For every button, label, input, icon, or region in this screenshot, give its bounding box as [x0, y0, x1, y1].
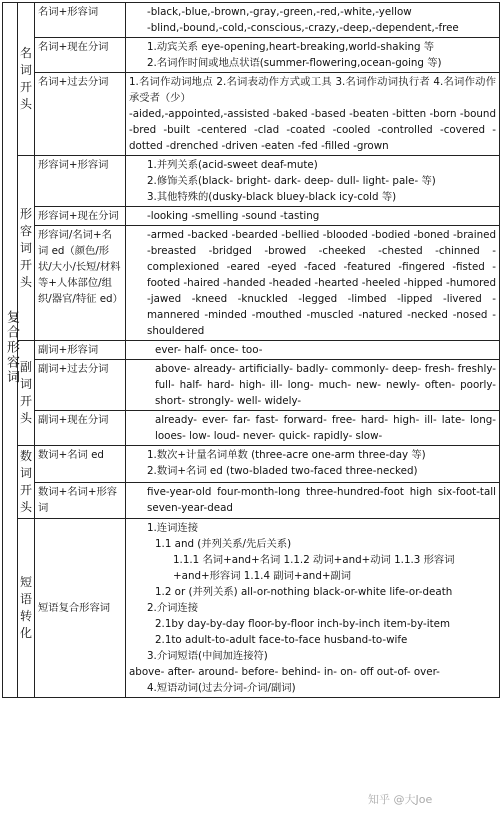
content-line: above- already- artificially- badly- commonly- deep- fresh- freshly- full- half- hard- high- ill- long- much- new- newly- often- poorly- short- strongly- well- widely- [155, 363, 496, 407]
content-line: 2.介词连接 [147, 602, 199, 614]
table-row [3, 519, 500, 698]
row-content [126, 156, 500, 207]
table-row [3, 411, 500, 446]
content-line: 3.介词短语(中间加连接符) [147, 650, 268, 662]
content-line: -armed -backed -bearded -bellied -blooded -bodied -boned -brained -breasted -bridged -browed -cheeked -chested -chinned -complexioned -eared -eyed -faced -featured -fingered -fisted -footed -haired -handed -headed -hearted -heeled -hipped -humored -jawed -kneed -knuckled -legged -limbed -lipped -livered -mannered -minded -mouthed -muscled -natured -necked -nosed -shouldered [147, 229, 496, 337]
row-label: 副词+过去分词 [35, 360, 126, 411]
table-row [3, 226, 500, 341]
group-label-phrase: 短语转化 [19, 575, 32, 640]
table-row [3, 341, 500, 360]
side-title: 复合形容词 [4, 310, 19, 385]
content-line: 1.连词连接 [147, 522, 199, 534]
group-cell [18, 446, 35, 519]
content-line: 1.名词作动词地点 2.名词表动作方式或工具 3.名词作动词执行者 4.名词作动作承受者（少） [129, 76, 496, 104]
group-cell [18, 3, 35, 156]
table-row [3, 207, 500, 226]
group-cell [18, 341, 35, 446]
row-content [126, 360, 500, 411]
row-content [126, 519, 500, 698]
content-line: 2.修饰关系(black- bright- dark- deep- dull- light- pale- 等) [147, 175, 436, 187]
content-line: 2.1by day-by-day floor-by-floor inch-by-inch item-by-item [155, 618, 450, 630]
content-line: five-year-old four-month-long three-hundred-foot high six-foot-tall seven-year-dead [147, 485, 496, 514]
row-content [126, 3, 500, 38]
row-label: 形容词/名词+名词 ed（颜色/形状/大小/长短/材料等+人体部位/组织/器官/特征 ed） [35, 226, 126, 341]
table-row [3, 156, 500, 207]
row-label: 名词+现在分词 [35, 38, 126, 73]
row-label: 副词+形容词 [35, 341, 126, 360]
content-line: 2.1to adult-to-adult face-to-face husband-to-wife [155, 634, 408, 646]
side-title-cell [3, 3, 18, 698]
group-label-adj: 形容词开头 [19, 206, 32, 289]
row-label: 数词+名词 ed [35, 446, 126, 483]
content-line: 1.2 or (并列关系) all-or-nothing black-or-white life-or-death [155, 586, 453, 598]
table-row [3, 38, 500, 73]
table-row [3, 446, 500, 483]
group-cell [18, 519, 35, 698]
row-content [126, 446, 500, 483]
row-label: 短语复合形容词 [35, 519, 126, 698]
table-row [3, 3, 500, 38]
content-line: -looking -smelling -sound -tasting [147, 210, 320, 222]
content-line: 3.其他特殊的(dusky-black bluey-black icy-cold 等) [147, 191, 397, 203]
row-content [126, 411, 500, 446]
row-content [126, 341, 500, 360]
content-line: ever- half- once- too- [155, 344, 263, 356]
content-line: 1.并列关系(acid-sweet deaf-mute) [147, 159, 318, 171]
content-line: above- after- around- before- behind- in- on- off out-of- over- [129, 666, 440, 678]
table-row [3, 73, 500, 156]
content-line: -aided,-appointed,-assisted -baked -based -beaten -bitten -born -bound -bred -built -centered -clad -coated -cooled -controlled -covered -dotted -drenched -driven -eaten -fed -filled -grown [129, 108, 496, 152]
row-label: 名词+形容词 [35, 3, 126, 38]
group-label-num: 数词开头 [19, 449, 32, 514]
content-line: 4.短语动词(过去分词-介词/副词) [147, 682, 296, 694]
content-line: 1.1 and (并列关系/先后关系) [155, 538, 292, 550]
content-line: 2.名词作时间或地点状语(summer-flowering,ocean-going 等) [147, 57, 442, 69]
watermark: 知乎 @大Joe [368, 793, 433, 806]
content-line: 1.1.1 名词+and+名词 1.1.2 动词+and+动词 1.1.3 形容词+and+形容词 1.1.4 副词+and+副词 [173, 554, 455, 582]
row-content [126, 207, 500, 226]
content-line: already- ever- far- fast- forward- free- hard- high- ill- late- long- looes- low- loud- never- quick- rapidly- slow- [155, 414, 496, 442]
compound-adjective-table [2, 2, 500, 698]
table-row [3, 360, 500, 411]
content-line: -black,-blue,-brown,-gray,-green,-red,-white,-yellow [147, 6, 412, 18]
group-cell [18, 156, 35, 341]
content-line: 1.数次+计量名词单数 (three-acre one-arm three-day 等) [147, 449, 426, 461]
table-row [3, 482, 500, 519]
row-content [126, 226, 500, 341]
content-line: 2.数词+名词 ed (two-bladed two-faced three-necked) [147, 465, 418, 477]
group-label-adv: 副词开头 [19, 360, 32, 425]
row-content [126, 73, 500, 156]
content-line: -blind,-bound,-cold,-conscious,-crazy,-deep,-dependent,-free [147, 22, 459, 34]
row-label: 名词+过去分词 [35, 73, 126, 156]
row-label: 形容词+现在分词 [35, 207, 126, 226]
row-content [126, 38, 500, 73]
row-label: 形容词+形容词 [35, 156, 126, 207]
group-label-noun: 名词开头 [19, 46, 32, 111]
content-line: 1.动宾关系 eye-opening,heart-breaking,world-shaking 等 [147, 41, 435, 53]
row-label: 数词+名词+形容词 [35, 482, 126, 519]
row-label: 副词+现在分词 [35, 411, 126, 446]
row-content [126, 482, 500, 519]
